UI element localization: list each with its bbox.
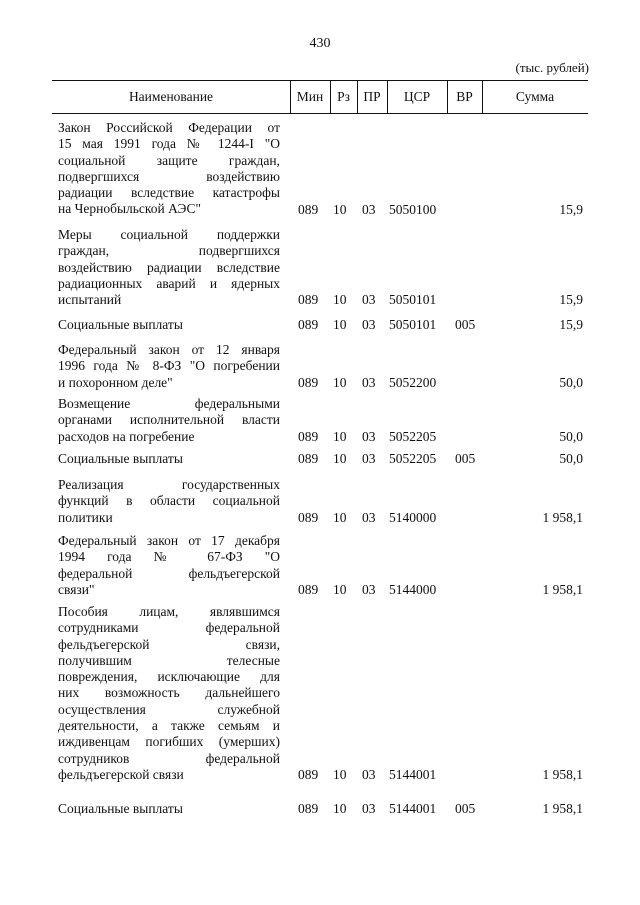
cell-csr: 5052205	[389, 451, 437, 466]
row-name-line: испытаний	[58, 292, 122, 308]
cell-vr: 005	[455, 451, 476, 466]
cell-sum: 50,0	[559, 451, 583, 466]
cell-min: 089	[298, 374, 319, 390]
cell-min: 089	[298, 451, 319, 466]
row-name-line: органами исполнительной власти	[58, 412, 280, 428]
table-header	[52, 80, 588, 114]
row-name-line: них возможность дальнейшего	[58, 685, 280, 701]
cell-csr: 5050100	[389, 201, 437, 217]
cell-rz: 10	[333, 801, 347, 816]
cell-pr: 03	[362, 428, 376, 444]
row-name-line: радиации вследствие катастрофы	[58, 185, 280, 201]
row-name-line: Социальные выплаты	[58, 317, 183, 332]
row-name	[58, 451, 280, 467]
row-name-line: 1996 года № 8-ФЗ "О погребении	[58, 358, 280, 374]
row-name-line: Пособия лицам, являвшимся	[58, 604, 280, 619]
cell-csr: 5050101	[389, 317, 437, 332]
cell-min: 089	[298, 801, 319, 816]
cell-sum: 1 958,1	[542, 581, 583, 597]
row-name-line: социальной защите граждан,	[58, 152, 280, 168]
cell-sum: 1 958,1	[542, 801, 583, 816]
cell-rz: 10	[333, 509, 347, 525]
cell-rz: 10	[333, 374, 347, 390]
column-header-csr: ЦСР	[403, 89, 431, 104]
cell-csr: 5052200	[389, 374, 437, 390]
row-name-line: и похоронном деле"	[58, 374, 173, 390]
row-name-line: деятельности, а также семьям и	[58, 718, 280, 734]
cell-min: 089	[298, 292, 319, 308]
cell-sum: 15,9	[559, 201, 583, 217]
row-name-line: Меры социальной поддержки	[58, 227, 280, 242]
cell-rz: 10	[333, 292, 347, 308]
row-name-line: Реализация государственных	[58, 477, 280, 492]
row-name-line: Возмещение федеральными	[58, 396, 280, 411]
column-header-sum: Сумма	[515, 89, 555, 104]
cell-min: 089	[298, 581, 319, 597]
cell-pr: 03	[362, 801, 376, 816]
cell-rz: 10	[333, 201, 347, 217]
row-name-line: подвергшихся воздействию	[58, 168, 280, 184]
cell-pr: 03	[362, 581, 376, 597]
cell-csr: 5050101	[389, 292, 437, 308]
column-header-rz: Рз	[337, 89, 350, 104]
unit-note: (тыс. рублей)	[515, 60, 589, 75]
cell-min: 089	[298, 509, 319, 525]
cell-sum: 1 958,1	[542, 509, 583, 525]
row-name-line: воздействию радиации вследствие	[58, 259, 280, 275]
row-name-line: фельдъегерской связи	[58, 766, 184, 782]
row-name-line: функций в области социальной	[58, 493, 280, 509]
row-name-line: Закон Российской Федерации от	[58, 120, 280, 135]
cell-min: 089	[298, 767, 319, 782]
cell-pr: 03	[362, 374, 376, 390]
row-name	[58, 342, 280, 391]
cell-sum: 15,9	[559, 292, 583, 308]
cell-rz: 10	[333, 581, 347, 597]
row-name	[58, 801, 280, 817]
cell-csr: 5140000	[389, 509, 437, 525]
row-name-line: расходов на погребение	[58, 428, 195, 444]
column-header-min: Мин	[296, 89, 324, 104]
cell-sum: 50,0	[559, 374, 583, 390]
row-name-line: Федеральный закон от 17 декабря	[58, 533, 280, 548]
column-header-pr: ПР	[363, 89, 381, 104]
cell-rz: 10	[333, 428, 347, 444]
row-name-line: фельдъегерской связи,	[58, 636, 280, 652]
cell-min: 089	[298, 428, 319, 444]
row-name-line: осуществления служебной	[58, 701, 280, 717]
row-name-line: сотрудниками федеральной	[58, 620, 280, 636]
cell-sum: 1 958,1	[542, 767, 583, 782]
row-name-line: политики	[58, 509, 113, 525]
cell-pr: 03	[362, 767, 376, 782]
row-name	[58, 120, 280, 218]
row-name-line: 1994 года № 67-ФЗ "О	[58, 549, 280, 565]
column-header-vr: ВР	[456, 89, 473, 104]
row-name	[58, 317, 280, 333]
cell-vr: 005	[455, 801, 476, 816]
row-name-line: Социальные выплаты	[58, 801, 183, 816]
row-name-line: радиационных аварий и ядерных	[58, 275, 280, 291]
cell-min: 089	[298, 201, 319, 217]
row-name-line: сотрудников федеральной	[58, 750, 280, 766]
cell-pr: 03	[362, 317, 376, 332]
cell-pr: 03	[362, 509, 376, 525]
cell-vr: 005	[455, 317, 476, 332]
cell-pr: 03	[362, 451, 376, 466]
row-name-line: федеральной фельдъегерской	[58, 565, 280, 581]
column-header-name: Наименование	[128, 89, 214, 104]
cell-csr: 5144001	[389, 767, 437, 782]
cell-csr: 5052205	[389, 428, 437, 444]
cell-rz: 10	[333, 767, 347, 782]
row-name	[58, 533, 280, 598]
cell-csr: 5144000	[389, 581, 437, 597]
row-name-line: Социальные выплаты	[58, 451, 183, 466]
row-name-line: получившим телесные	[58, 652, 280, 668]
cell-pr: 03	[362, 292, 376, 308]
cell-min: 089	[298, 317, 319, 332]
row-name-line: Федеральный закон от 12 января	[58, 342, 280, 357]
cell-sum: 15,9	[559, 317, 583, 332]
row-name-line: иждивенцам погибших (умерших)	[58, 734, 280, 750]
row-name-line: 15 мая 1991 года № 1244-I "О	[58, 136, 280, 152]
page-number: 430	[309, 36, 331, 51]
row-name	[58, 227, 280, 308]
cell-sum: 50,0	[559, 428, 583, 444]
row-name-line: повреждения, исключающие для	[58, 669, 280, 685]
cell-rz: 10	[333, 317, 347, 332]
cell-pr: 03	[362, 201, 376, 217]
row-name-line: связи"	[58, 581, 95, 597]
row-name	[58, 604, 280, 783]
row-name	[58, 396, 280, 445]
row-name-line: на Чернобыльской АЭС"	[58, 201, 201, 217]
row-name	[58, 477, 280, 526]
row-name-line: граждан, подвергшихся	[58, 243, 280, 259]
cell-csr: 5144001	[389, 801, 437, 816]
cell-rz: 10	[333, 451, 347, 466]
